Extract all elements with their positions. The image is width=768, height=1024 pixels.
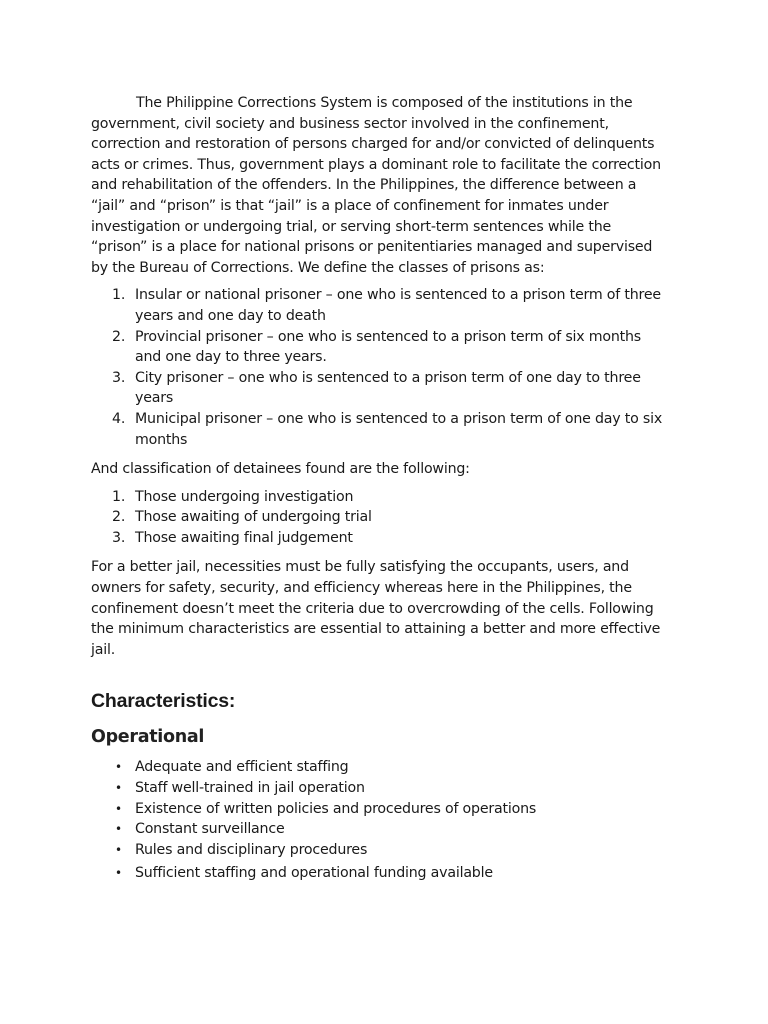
operational-heading: Operational: [91, 727, 205, 748]
bullet-icon: •: [115, 760, 122, 775]
list-item-text: City prisoner – one who is sentenced to a prison term of one day to three years: [135, 369, 641, 407]
list-item-text: Sufficient staffing and operational funding available: [135, 865, 493, 882]
list-number: 3.: [112, 369, 126, 386]
better-jail-paragraph: For a better jail, necessities must be fully satisfying the occupants, users, and owners for safety, security, and efficiency whereas here in the Philippines, the confinement doesn’t meet the criteria due to overcrowding of the cells. Following the minimum characteristics are essential to attaining a better and more effective jail.: [91, 559, 661, 658]
list-item-text: Constant surveillance: [135, 821, 285, 838]
list-item-text: Those awaiting of undergoing trial: [135, 509, 372, 526]
list-item-text: Staff well-trained in jail operation: [135, 780, 365, 797]
list-item-text: Those undergoing investigation: [135, 488, 354, 505]
list-item-text: Existence of written policies and procedures of operations: [135, 800, 537, 817]
list-item: [91, 487, 671, 508]
characteristics-heading: Characteristics:: [91, 690, 236, 713]
list-item-text: Rules and disciplinary procedures: [135, 841, 368, 858]
list-item: [91, 819, 671, 840]
bullet-icon: •: [115, 866, 122, 881]
list-item: [91, 799, 671, 820]
list-item: [91, 285, 671, 326]
list-number: 2.: [112, 509, 126, 526]
list-item-text: Insular or national prisoner – one who is sentenced to a prison term of three years and one day to death: [135, 287, 661, 324]
list-item: [91, 863, 671, 884]
detainee-classes-list: [91, 487, 671, 549]
list-item: [91, 528, 671, 549]
list-item-text: Provincial prisoner – one who is sentenced to a prison term of six months and one day to three years.: [135, 328, 642, 366]
intro-paragraph: The Philippine Corrections System is composed of the institutions in the government, civil society and business sector involved in the confinement, correction and restoration of persons charged for and/or convicted of delinquents acts or crimes. Thus, government plays a dominant role to facilitate the correction and rehabilitation of the offenders. In the Philippines, the difference between a “jail” and “prison” is that “jail” is a place of confinement for inmates under investigation or undergoing trial, or serving short-term sentences while the “prison” is a place for national prisons or penitentiaries managed and supervised by the Bureau of Corrections. We define the classes of prisons as:: [91, 95, 661, 276]
list-item: [91, 840, 671, 861]
list-item: [91, 409, 671, 450]
list-number: 3.: [112, 529, 126, 546]
list-item: [91, 757, 671, 778]
bullet-icon: •: [115, 822, 122, 837]
list-item-text: Those awaiting final judgement: [135, 529, 353, 546]
prison-classes-list: [91, 285, 671, 450]
list-item: [91, 778, 671, 799]
list-number: 4.: [112, 410, 126, 427]
bullet-icon: •: [115, 801, 122, 816]
list-number: 2.: [112, 328, 126, 345]
list-item: [91, 507, 671, 528]
list-number: 1.: [112, 488, 126, 505]
list-item-text: Municipal prisoner – one who is sentenced to a prison term of one day to six months: [135, 410, 663, 448]
list-number: 1.: [112, 287, 126, 304]
document-page: [91, 93, 671, 884]
list-item: [91, 368, 671, 409]
bullet-icon: •: [115, 781, 122, 796]
operational-list: [91, 757, 671, 884]
bullet-icon: •: [115, 842, 122, 857]
list-item: [91, 327, 671, 368]
list-item-text: Adequate and efficient staffing: [135, 759, 349, 776]
detainee-intro: And classification of detainees found are the following:: [91, 461, 470, 478]
